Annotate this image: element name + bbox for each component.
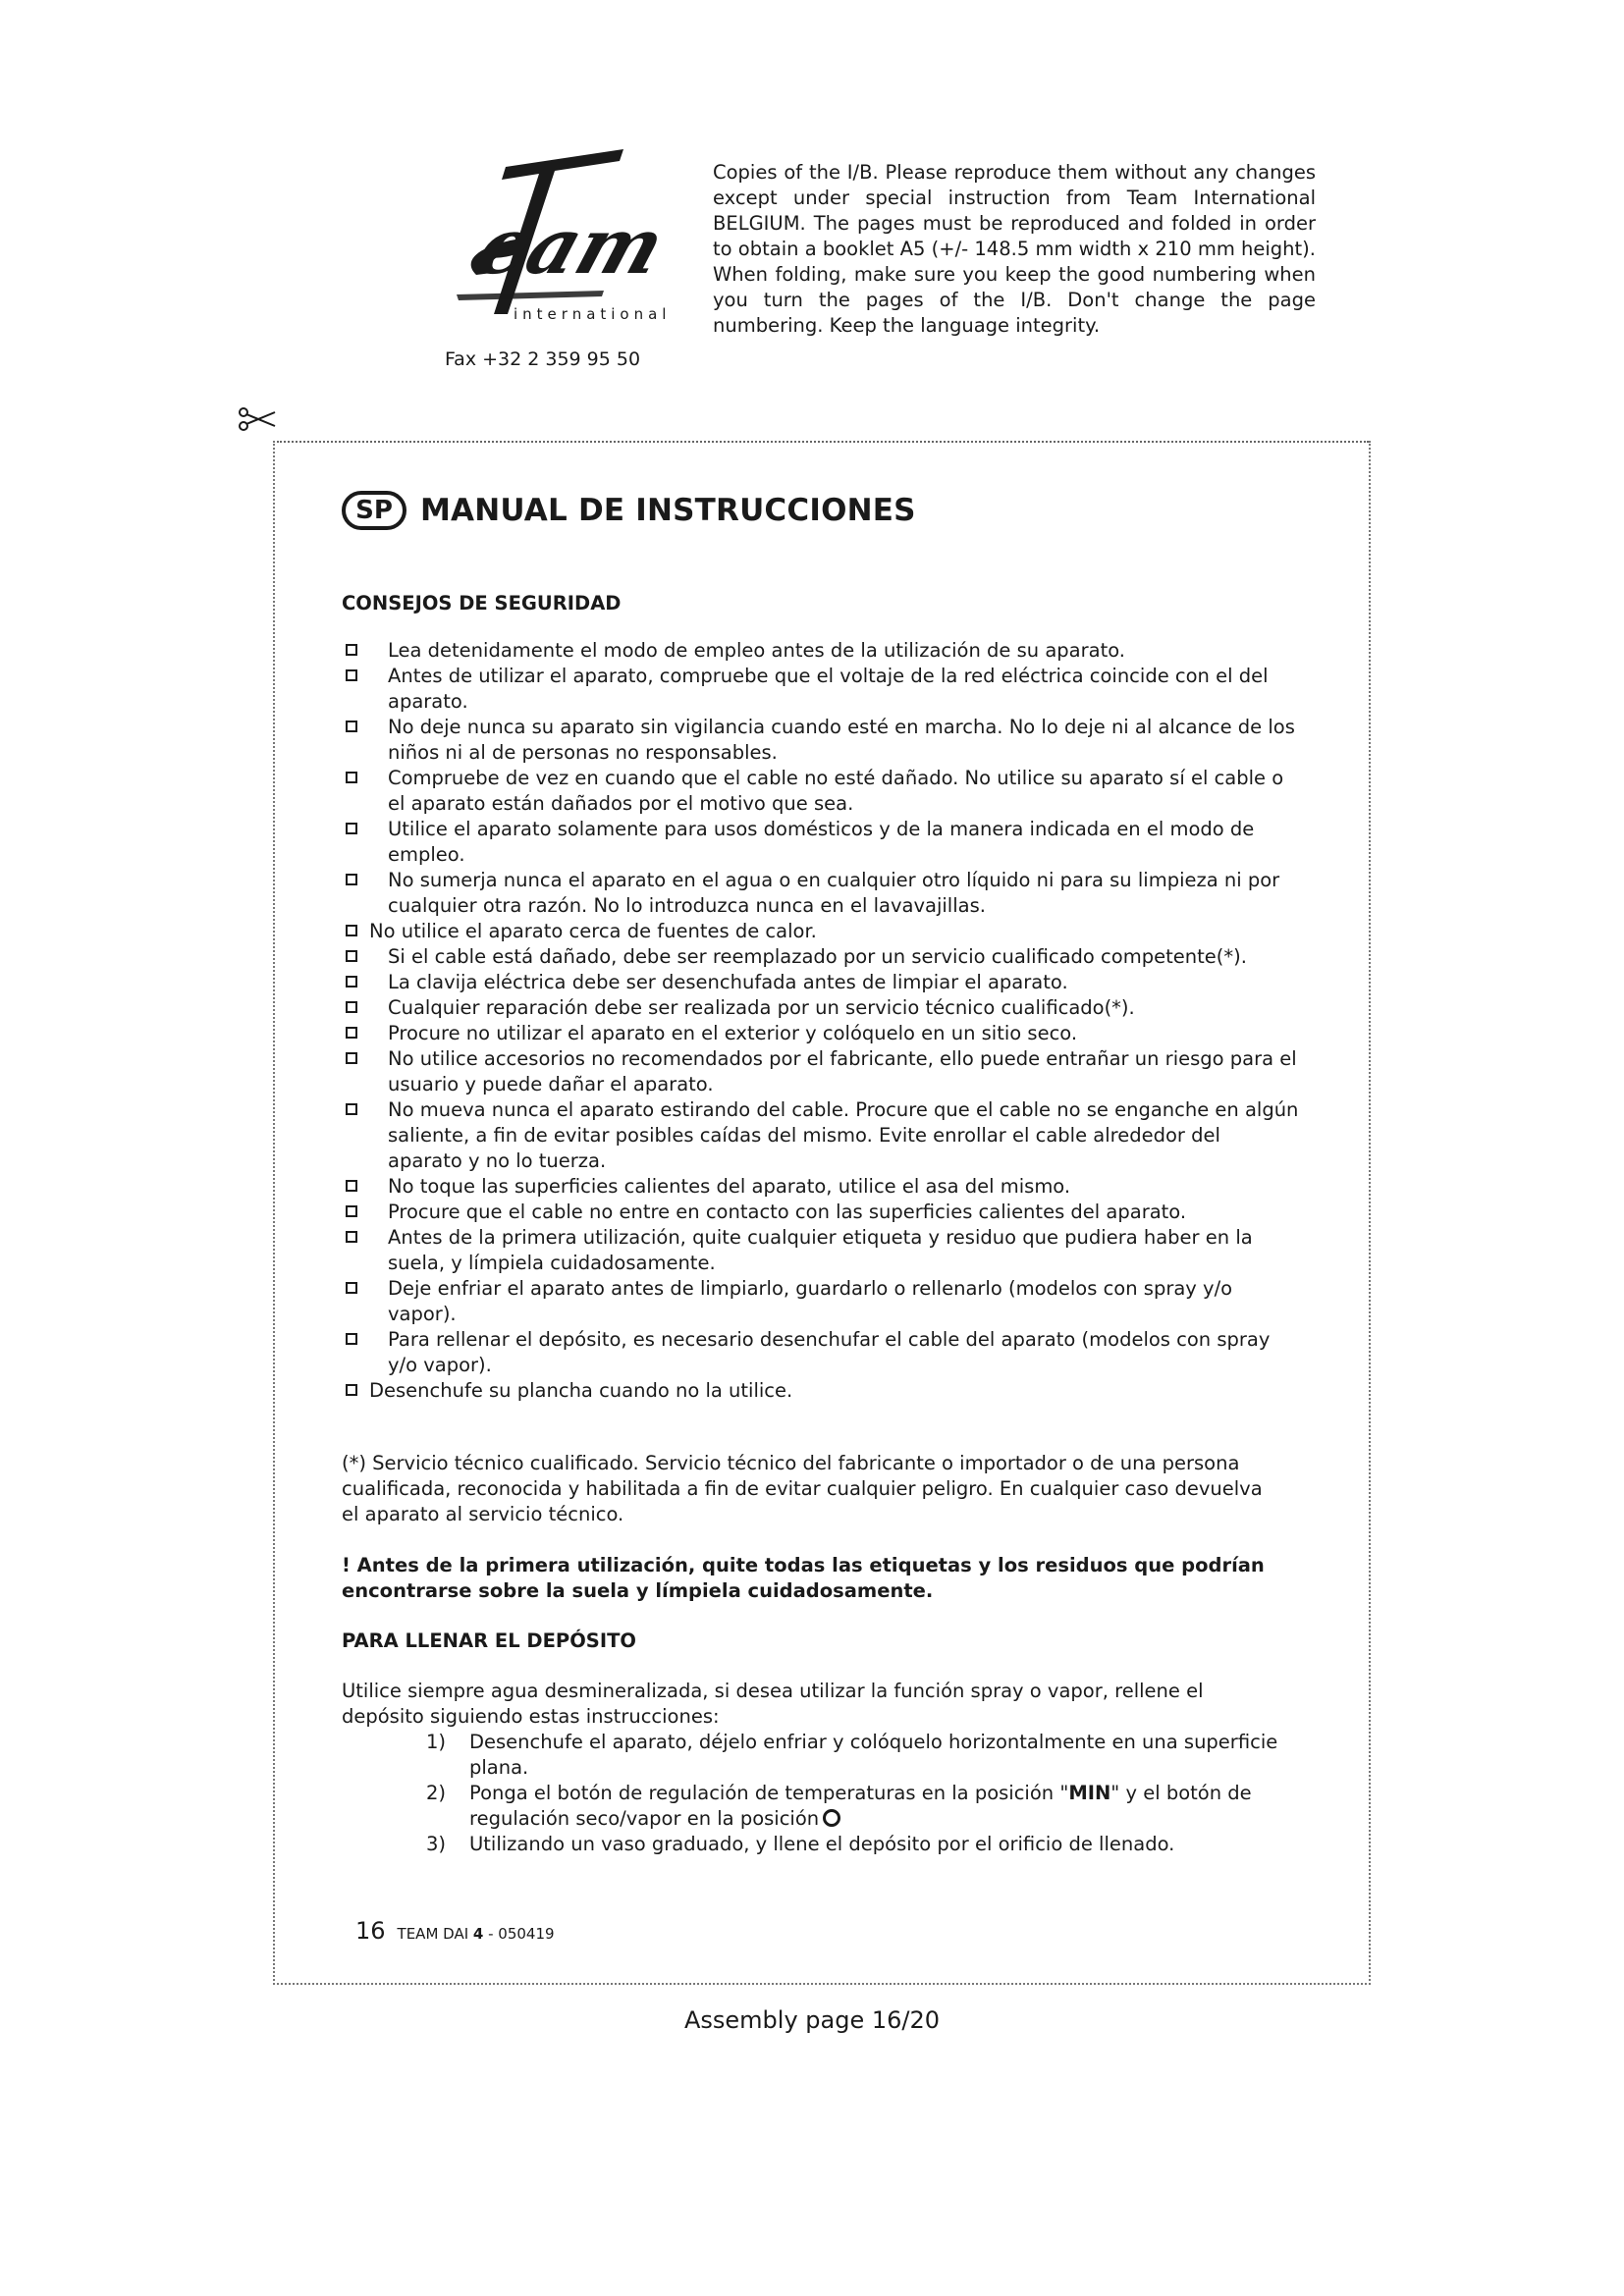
list-item: Lea detenidamente el modo de empleo antes de la utilización de su aparato.	[342, 638, 1299, 664]
first-use-warning: ! Antes de la primera utilización, quite todas las etiquetas y los residuos que podrían encontrarse sobre la suela y límpiela cuidadosamente.	[342, 1554, 1265, 1602]
list-item: No mueva nunca el aparato estirando del cable. Procure que el cable no se enganche en algún saliente, a fin de evitar posibles caídas del mismo. Evite enrollar el cable alrededor del aparato y no lo tuerza.	[342, 1097, 1299, 1174]
checkbox-bullet-icon	[346, 1384, 357, 1396]
technical-service-footnote: (*) Servicio técnico cualificado. Servicio técnico del fabricante o importador o de una persona cualificada, reconocida y habilitada a fin de evitar cualquier peligro. En cualquier caso devuelva el aparato al servicio técnico.	[342, 1452, 1263, 1525]
checkbox-bullet-icon	[346, 1052, 357, 1064]
language-badge: SP	[342, 491, 406, 530]
list-item: Si el cable está dañado, debe ser reemplazado por un servicio cualificado competente(*).	[342, 944, 1299, 970]
safety-list	[342, 638, 1299, 1404]
list-item: No deje nunca su aparato sin vigilancia cuando esté en marcha. No lo deje ni al alcance de los niños ni al de personas no responsables.	[342, 715, 1299, 766]
fill-tank-intro: Utilice siempre agua desmineralizada, si desea utilizar la función spray o vapor, rellene el depósito siguiendo estas instrucciones:	[342, 1680, 1204, 1728]
checkbox-bullet-icon	[346, 950, 357, 962]
page-number: 16	[355, 1917, 386, 1945]
checkbox-bullet-icon	[346, 1180, 357, 1192]
checkbox-bullet-icon	[346, 772, 357, 783]
dry-position-circle-icon	[823, 1809, 840, 1827]
list-item: Antes de utilizar el aparato, compruebe que el voltaje de la red eléctrica coincide con el del aparato.	[342, 664, 1299, 715]
list-item: Deje enfriar el aparato antes de limpiarlo, guardarlo o rellenarlo (modelos con spray y/o vapor).	[342, 1276, 1299, 1327]
list-item: No toque las superficies calientes del aparato, utilice el asa del mismo.	[342, 1174, 1299, 1200]
step-text: Desenchufe el aparato, déjelo enfriar y colóquelo horizontalmente en una superficie plana.	[469, 1731, 1278, 1779]
page-footer	[355, 1917, 555, 1945]
scissors-icon	[236, 404, 279, 434]
fax-number: Fax +32 2 359 95 50	[445, 348, 641, 370]
list-item: Procure no utilizar el aparato en el exterior y colóquelo en un sitio seco.	[342, 1021, 1299, 1046]
list-item: Utilice el aparato solamente para usos domésticos y de la manera indicada en el modo de empleo.	[342, 817, 1299, 868]
svg-text:international: international	[514, 305, 672, 323]
checkbox-bullet-icon	[346, 644, 357, 656]
list-item: Antes de la primera utilización, quite cualquier etiqueta y residuo que pudiera haber en la suela, y límpiela cuidadosamente.	[342, 1225, 1299, 1276]
list-item	[412, 1730, 1296, 1781]
checkbox-bullet-icon	[346, 976, 357, 988]
checkbox-bullet-icon	[346, 1231, 357, 1243]
team-international-logo	[437, 147, 676, 334]
fill-tank-steps	[412, 1730, 1296, 1857]
list-item: No sumerja nunca el aparato en el agua o en cualquier otro líquido ni para su limpieza ni por cualquier otra razón. No lo introduzca nunca en el lavavajillas.	[342, 868, 1299, 919]
checkbox-bullet-icon	[346, 1001, 357, 1013]
checkbox-bullet-icon	[346, 1205, 357, 1217]
checkbox-bullet-icon	[346, 721, 357, 732]
manual-title-row	[342, 491, 916, 530]
reproduction-instructions: Copies of the I/B. Please reproduce them without any changes except under special instruction from Team International BELGIUM. The pages must be reproduced and folded in order to obtain a booklet A5 (+/- 148.5 mm width x 210 mm height). When folding, make sure you keep the good numbering when you turn the pages of the I/B. Don't change the page numbering. Keep the language integrity.	[713, 161, 1316, 337]
checkbox-bullet-icon	[346, 925, 357, 936]
step-text: Ponga el botón de regulación de temperaturas en la posición "MIN" y el botón de regulación seco/vapor en la posición	[469, 1782, 1252, 1830]
page-title: MANUAL DE INSTRUCCIONES	[420, 493, 916, 528]
checkbox-bullet-icon	[346, 1333, 357, 1345]
list-item: Compruebe de vez en cuando que el cable no esté dañado. No utilice su aparato sí el cable o el aparato están dañados por el motivo que sea.	[342, 766, 1299, 817]
fill-tank-heading: PARA LLENAR EL DEPÓSITO	[342, 1629, 636, 1652]
assembly-page-label: Assembly page 16/20	[683, 2006, 941, 2034]
step-number: 3)	[425, 1833, 446, 1855]
list-item: No utilice accesorios no recomendados por el fabricante, ello puede entrañar un riesgo para el usuario y puede dañar el aparato.	[342, 1046, 1299, 1097]
step-text: Utilizando un vaso graduado, y llene el depósito por el orificio de llenado.	[469, 1833, 1175, 1855]
checkbox-bullet-icon	[346, 823, 357, 834]
list-item: Desenchufe su plancha cuando no la utilice.	[342, 1378, 1299, 1404]
list-item: Para rellenar el depósito, es necesario desenchufar el cable del aparato (modelos con spray y/o vapor).	[342, 1327, 1299, 1378]
list-item: Cualquier reparación debe ser realizada por un servicio técnico cualificado(*).	[342, 995, 1299, 1021]
svg-text:eam: eam	[466, 200, 676, 292]
list-item: No utilice el aparato cerca de fuentes de calor.	[342, 919, 1299, 944]
checkbox-bullet-icon	[346, 874, 357, 885]
checkbox-bullet-icon	[346, 1282, 357, 1294]
document-code: TEAM DAI 4 - 050419	[397, 1925, 555, 1943]
list-item	[412, 1832, 1296, 1857]
checkbox-bullet-icon	[346, 1103, 357, 1115]
list-item	[412, 1781, 1296, 1832]
list-item: La clavija eléctrica debe ser desenchufada antes de limpiar el aparato.	[342, 970, 1299, 995]
safety-heading: CONSEJOS DE SEGURIDAD	[342, 592, 622, 614]
checkbox-bullet-icon	[346, 1027, 357, 1039]
checkbox-bullet-icon	[346, 669, 357, 681]
step-number: 1)	[425, 1731, 446, 1753]
list-item: Procure que el cable no entre en contacto con las superficies calientes del aparato.	[342, 1200, 1299, 1225]
step-number: 2)	[425, 1782, 446, 1804]
